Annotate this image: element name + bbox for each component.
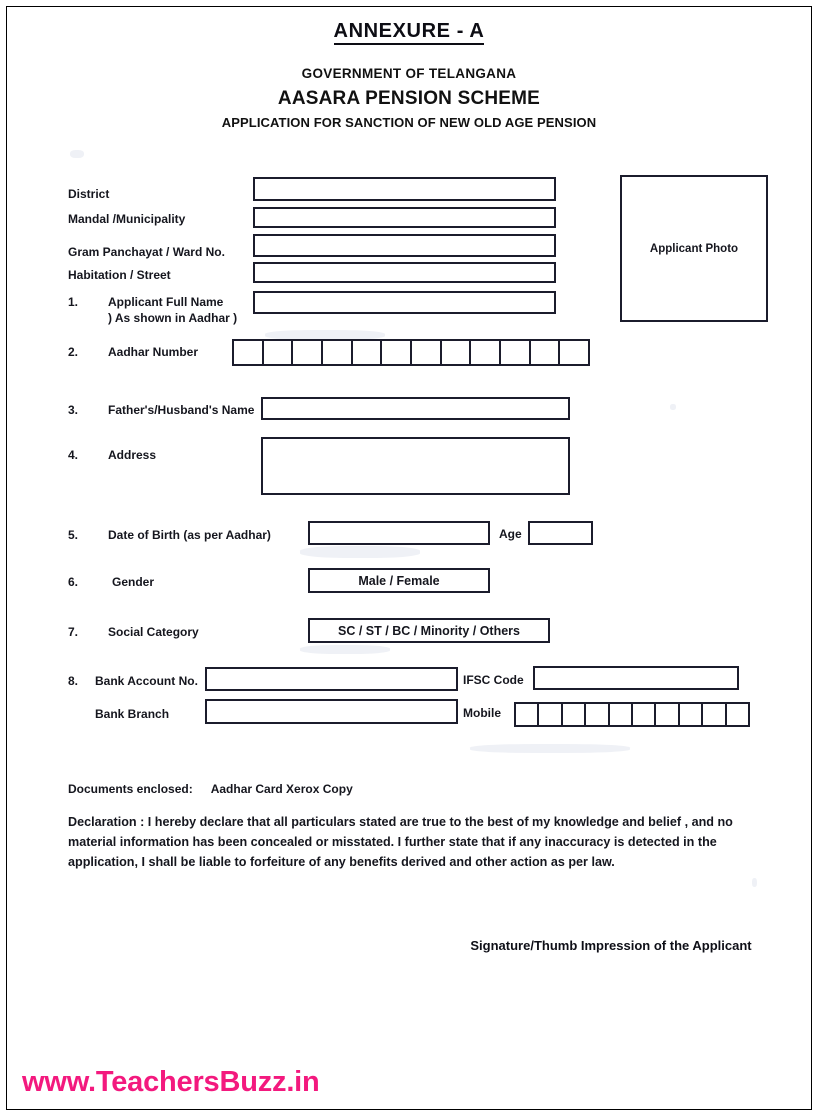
documents-enclosed [68,782,353,796]
aadhar-digit-cell[interactable] [293,341,323,364]
bank-branch-label: Bank Branch [95,707,170,721]
scan-smudge [752,878,757,887]
social-category-label: Social Category [108,625,199,639]
mobile-digit-cell[interactable] [586,704,609,725]
bank-branch-input[interactable] [205,699,458,724]
gender-number: 6. [68,575,79,589]
mobile-digit-cell[interactable] [680,704,703,725]
date-of-birth-number: 5. [68,528,79,542]
annexure-title-text: ANNEXURE - A [334,20,485,45]
district-label: District [68,187,110,201]
scan-smudge [470,744,630,753]
aadhar-number-label: Aadhar Number [108,345,199,359]
scan-smudge [300,645,390,654]
aadhar-digit-cell[interactable] [323,341,353,364]
bank-account-input[interactable] [205,667,458,691]
social-category-options[interactable]: SC / ST / BC / Minority / Others [308,618,550,643]
mandal-municipality-label: Mandal /Municipality [68,212,186,226]
documents-enclosed-value: Aadhar Card Xerox Copy [210,782,353,796]
age-input[interactable] [528,521,593,545]
applicant-photo-label: Applicant Photo [649,242,739,255]
gender-label: Gender [112,575,155,589]
aadhar-number-number: 2. [68,345,79,359]
bank-account-label: Bank Account No. [95,674,198,688]
habitation-street-input[interactable] [253,262,556,283]
aadhar-digit-cell[interactable] [531,341,561,364]
aadhar-number-input[interactable] [232,339,590,366]
district-input[interactable] [253,177,556,201]
aadhar-digit-cell[interactable] [560,341,588,364]
father-husband-name-input[interactable] [261,397,570,420]
applicant-name-number: 1. [68,295,79,309]
mobile-digit-cell[interactable] [656,704,679,725]
gram-panchayat-ward-label: Gram Panchayat / Ward No. [68,245,225,259]
mobile-digit-cell[interactable] [703,704,726,725]
scheme-title: AASARA PENSION SCHEME [277,88,541,109]
bank-number: 8. [68,674,79,688]
aadhar-digit-cell[interactable] [234,341,264,364]
annexure-title [0,20,818,43]
aadhar-digit-cell[interactable] [442,341,472,364]
aadhar-digit-cell[interactable] [264,341,294,364]
social-category-number: 7. [68,625,79,639]
address-input[interactable] [261,437,570,495]
address-label: Address [108,448,157,462]
applicant-name-label: Applicant Full Name [108,295,224,309]
aadhar-digit-cell[interactable] [382,341,412,364]
mobile-input[interactable] [514,702,750,727]
aadhar-digit-cell[interactable] [412,341,442,364]
scan-smudge [70,150,84,158]
applicant-name-sublabel: ) As shown in Aadhar ) [108,311,238,325]
mobile-digit-cell[interactable] [539,704,562,725]
date-of-birth-label: Date of Birth (as per Aadhar) [108,528,271,542]
mobile-digit-cell[interactable] [727,704,748,725]
declaration-text: Declaration : I hereby declare that all particulars stated are true to the best of my knowledge and belief , and no material information has been concealed or misstated. I further state that if any inaccuracy is detected in the application, I shall be liable to forfeiture of any benefits derived and other action as per law. [68,815,733,869]
scan-smudge [670,404,676,410]
mobile-digit-cell[interactable] [633,704,656,725]
date-of-birth-input[interactable] [308,521,490,545]
habitation-street-label: Habitation / Street [68,268,171,282]
gender-options[interactable]: Male / Female [308,568,490,593]
aadhar-digit-cell[interactable] [501,341,531,364]
father-husband-name-number: 3. [68,403,79,417]
application-subtitle: APPLICATION FOR SANCTION OF NEW OLD AGE PENSION [221,115,597,130]
mobile-digit-cell[interactable] [563,704,586,725]
ifsc-code-label: IFSC Code [463,673,524,687]
site-watermark: www.TeachersBuzz.in [22,1066,320,1098]
applicant-photo-placeholder[interactable] [620,175,768,322]
mandal-municipality-input[interactable] [253,207,556,228]
mobile-label: Mobile [463,706,501,720]
signature-label: Signature/Thumb Impression of the Applicant [470,938,752,953]
address-number: 4. [68,448,79,462]
mobile-digit-cell[interactable] [610,704,633,725]
aadhar-digit-cell[interactable] [353,341,383,364]
father-husband-name-label: Father's/Husband's Name [108,403,255,417]
gram-panchayat-ward-input[interactable] [253,234,556,257]
documents-enclosed-label: Documents enclosed: [68,782,193,796]
government-line: GOVERNMENT OF TELANGANA [301,66,517,81]
applicant-name-input[interactable] [253,291,556,314]
ifsc-code-input[interactable] [533,666,739,690]
age-label: Age [499,527,522,541]
scan-smudge [300,546,420,558]
aadhar-digit-cell[interactable] [471,341,501,364]
mobile-digit-cell[interactable] [516,704,539,725]
